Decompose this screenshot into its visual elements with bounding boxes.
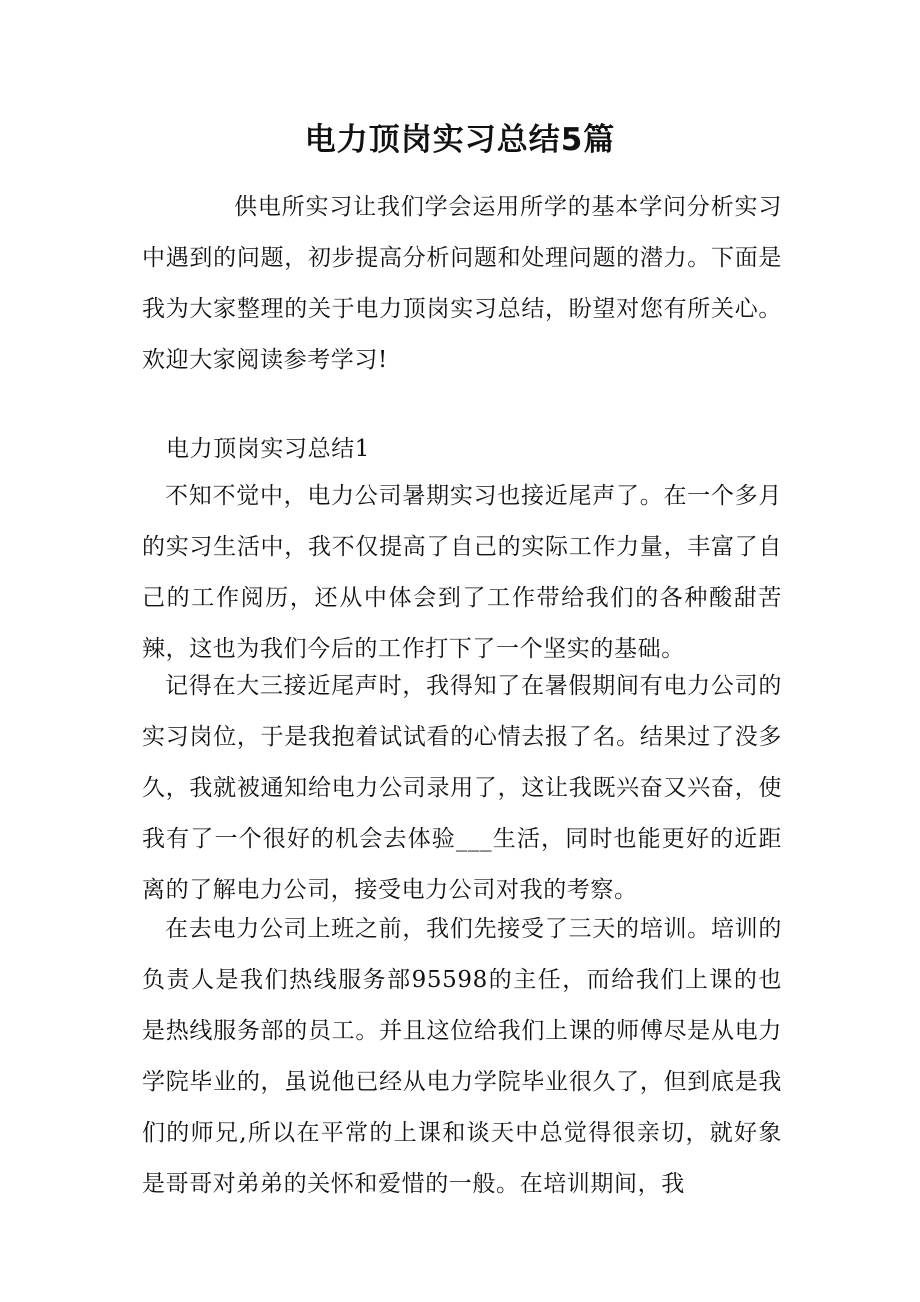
document-title: 电力顶岗实习总结5篇 xyxy=(304,122,616,158)
section-heading: 电力顶岗实习总结1 xyxy=(166,436,371,462)
intro-paragraph: 供电所实习让我们学会运用所学的基本学问分析实习中遇到的问题，初步提高分析问题和处理问题的潜力。下面是我为大家整理的关于电力顶岗实习总结，盼望对您有所关心。欢迎大家阅读参考学习! xyxy=(142,194,782,373)
body-paragraph-2: 记得在大三接近尾声时，我得知了在暑假期间有电力公司的实习岗位，于是我抱着试试看的心情去报了名。结果过了没多久，我就被通知给电力公司录用了，这让我既兴奋又兴奋，使我有了一个很好的机会去体验___生活，同时也能更好的近距离的了解电力公司，接受电力公司对我的考察。 xyxy=(142,673,782,903)
body-paragraph-1: 不知不觉中，电力公司暑期实习也接近尾声了。在一个多月的实习生活中，我不仅提高了自己的实际工作力量，丰富了自己的工作阅历，还从中体会到了工作带给我们的各种酸甜苦辣，这也为我们今后的工作打下了一个坚实的基础。 xyxy=(142,483,782,662)
body-paragraph-3: 在去电力公司上班之前，我们先接受了三天的培训。培训的负责人是我们热线服务部95598的主任，而给我们上课的也是热线服务部的员工。并且这位给我们上课的师傅尽是从电力学院毕业的，虽说他已经从电力学院毕业很久了，但到底是我们的师兄,所以在平常的上课和谈天中总觉得很亲切，就好象是哥哥对弟弟的关怀和爱惜的一般。在培训期间，我 xyxy=(142,916,782,1197)
